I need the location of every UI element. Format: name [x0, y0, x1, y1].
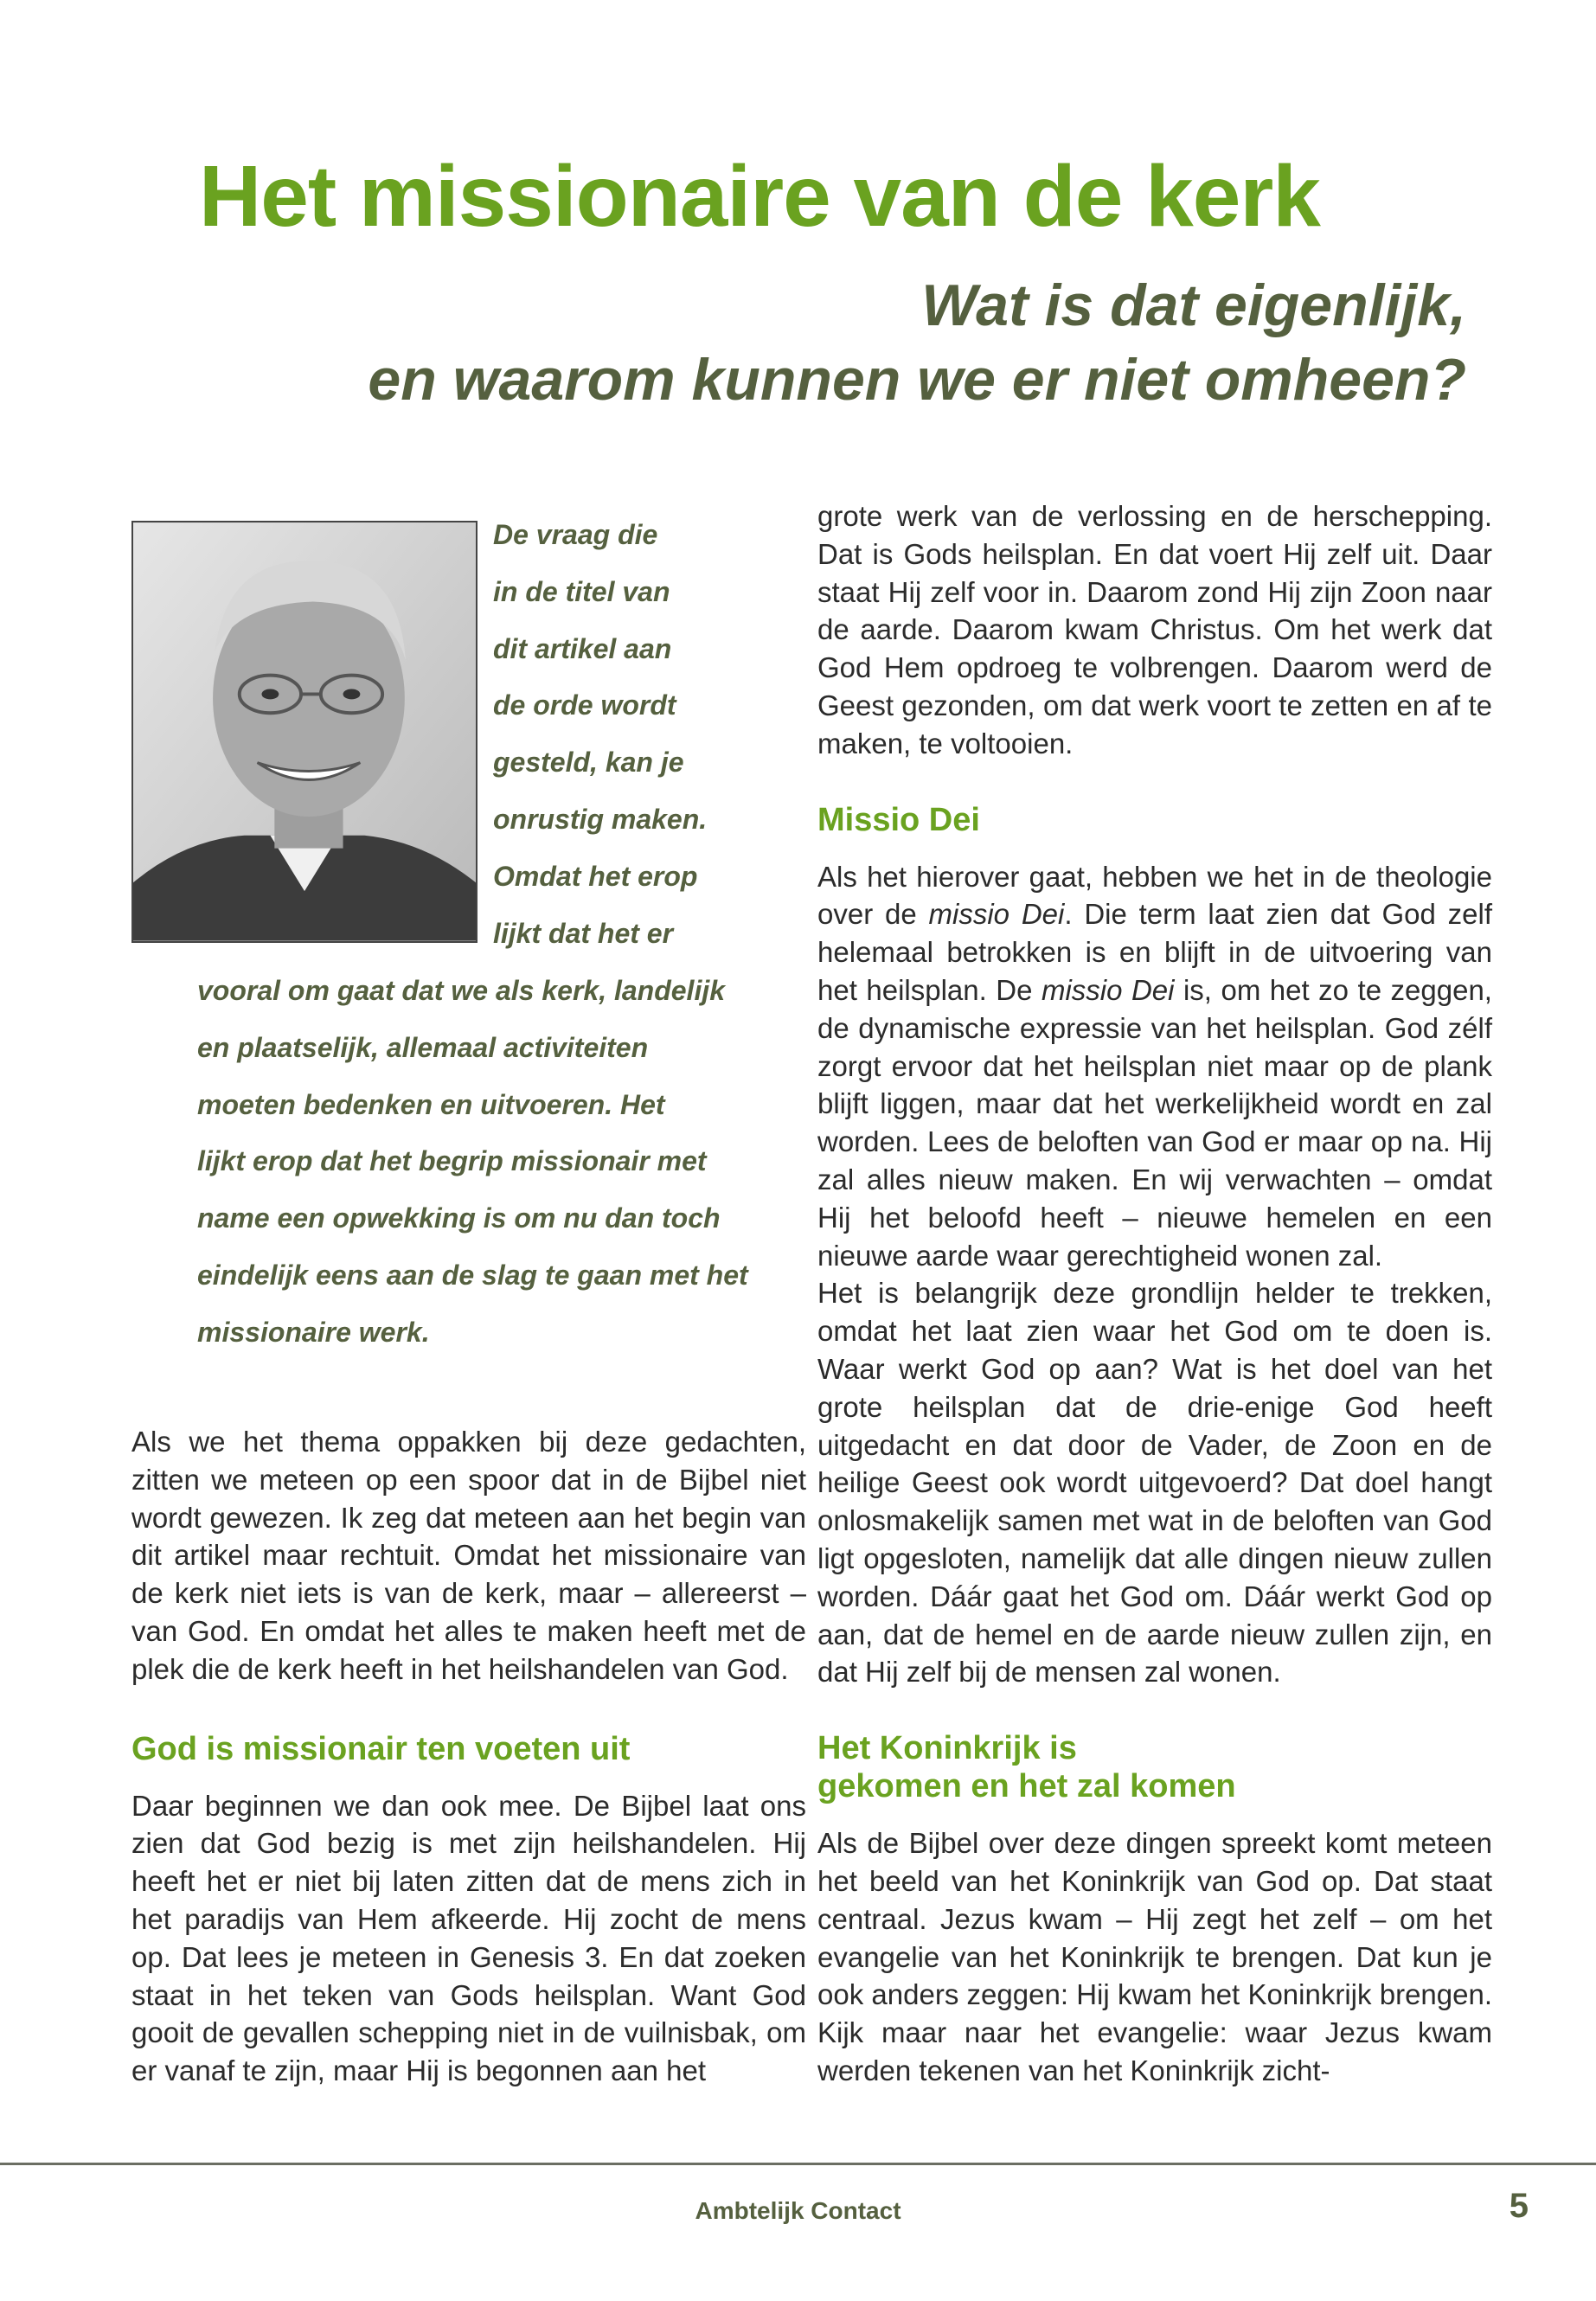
intro-text-below-photo: [197, 963, 803, 1362]
right-column: [817, 497, 1492, 2090]
portrait-photo-icon: [133, 522, 476, 941]
subtitle-line: en waarom kunnen we er niet omheen?: [368, 347, 1466, 413]
text-run: Als het hierover gaat, hebben we het in de theologie over de: [817, 860, 1492, 931]
heading-line: gekomen en het zal komen: [817, 1768, 1236, 1805]
section-heading-koninkrijk: [817, 1729, 1492, 1805]
page-subtitle: [368, 268, 1466, 417]
intro-line: lijkt erop dat het begrip missionair met: [197, 1145, 707, 1177]
body-paragraph: Het is belangrijk deze grondlijn helder te trekken, omdat het laat zien waar het God om te doen is. Waar werkt God op aan? Wat is het doel van het grote heilsplan dat de drie-enige God heeft uitgedacht en dat door de Vader, de Zoon en de heilige Geest ook wordt uitgevoerd? Dat doel hangt onlosmakelijk samen met wat in de beloften van God ligt opgesloten, namelijk dat alle dingen nieuw zullen worden. Dáár gaat het God om. Dáár werkt God op aan, dat de hemel en de aarde nieuw zullen zijn, en dat Hij zelf bij de mensen zal wonen.: [817, 1277, 1492, 1689]
intro-line: dit artikel aan: [493, 632, 672, 664]
intro-line: De vraag die: [493, 519, 658, 550]
section-heading-god-missionair: God is missionair ten voeten uit: [131, 1730, 631, 1767]
intro-line: name een opwekking is om nu dan toch: [197, 1202, 721, 1234]
left-column: [131, 1423, 806, 2090]
intro-line: gesteld, kan je: [493, 747, 684, 779]
page-title: Het missionaire van de kerk: [199, 148, 1320, 245]
body-paragraph: Als we het thema oppakken bij deze gedachten, zitten we meteen op een spoor dat in de Bijbel niet wordt gewezen. Ik zeg dat meteen aan het begin van dit artikel maar rechtuit. Omdat het missionaire van de kerk niet iets is van de kerk, maar – allereerst – van God. En omdat het alles te maken heeft met de plek die de kerk heeft in het heilshandelen van God.: [131, 1426, 806, 1685]
intro-text-beside-photo: [493, 507, 822, 962]
intro-line: Omdat het erop: [493, 860, 698, 892]
intro-line: lijkt dat het er: [493, 917, 674, 949]
body-paragraph: grote werk van de verlossing en de herschepping. Dat is Gods heilsplan. En dat voert Hij zelf uit. Daar staat Hij zelf voor in. Daarom zond Hij zijn Zoon naar de aarde. Daarom kwam Christus. Om het werk dat God Hem opdroeg te volbrengen. Daarom werd de Geest gezonden, om dat werk voort te zetten en af te maken, te voltooien.: [817, 500, 1492, 760]
intro-line: missionaire werk.: [197, 1316, 430, 1348]
intro-line: vooral om gaat dat we als kerk, landelijk: [197, 975, 726, 1006]
body-paragraph: [817, 858, 1492, 1275]
intro-line: de orde wordt: [493, 689, 676, 721]
intro-line: moeten bedenken en uitvoeren. Het: [197, 1088, 665, 1120]
emphasis-term: missio Dei: [1041, 973, 1175, 1006]
intro-line: onrustig maken.: [493, 803, 708, 835]
body-paragraph: Als de Bijbel over deze dingen spreekt komt meteen het beeld van het Koninkrijk van God op. Dat staat centraal. Jezus kwam – Hij zegt het zelf – om het evangelie van het Koninkrijk te brengen. Dat kun je ook anders zeggen: Hij kwam het Koninkrijk brengen. Kijk maar naar het evangelie: waar Jezus kwam werden tekenen van het Koninkrijk zicht-: [817, 1827, 1492, 2086]
footer-publication-name: Ambtelijk Contact: [695, 2197, 901, 2224]
subtitle-line: Wat is dat eigenlijk,: [921, 272, 1466, 338]
section-heading-missio-dei: Missio Dei: [817, 801, 980, 838]
heading-line: Het Koninkrijk is: [817, 1730, 1077, 1767]
intro-line: en plaatselijk, allemaal activiteiten: [197, 1031, 649, 1063]
intro-line: in de titel van: [493, 575, 670, 607]
text-run: . Die term laat zien dat God zelf helemaal betrokken is en blijft in de uitvoering van het heilsplan. De: [817, 898, 1492, 1006]
footer-page-number: 5: [1509, 2187, 1529, 2225]
intro-line: eindelijk eens aan de slag te gaan met het: [197, 1259, 748, 1291]
body-paragraph: Daar beginnen we dan ook mee. De Bijbel laat ons zien dat God bezig is met zijn heilshandelen. Hij heeft het er niet bij laten zitten dat de mens zich in het paradijs van Hem afkeerde. Hij zocht de mens op. Dat lees je meteen in Genesis 3. En dat zoeken staat in het teken van Gods heilsplan. Want God gooit de gevallen schepping niet in de vuilnisbak, om er vanaf te zijn, maar Hij is begonnen aan het: [131, 1789, 806, 2087]
footer-divider: [0, 2163, 1596, 2165]
author-portrait-photo: [131, 521, 478, 943]
text-run: is, om het zo te zeggen, de dynamische expressie van het heilsplan. God zélf zorgt ervoor dat het heilsplan niet maar op de plank blijft liggen, maar dat het werkelijkheid wordt en zal worden. Lees de beloften van God er maar op na. Hij zal alles nieuw maken. En wij verwachten – omdat Hij het beloofd heeft – nieuwe hemelen en een nieuwe aarde waar gerechtigheid wonen zal.: [817, 973, 1492, 1272]
emphasis-term: missio Dei: [928, 898, 1065, 931]
